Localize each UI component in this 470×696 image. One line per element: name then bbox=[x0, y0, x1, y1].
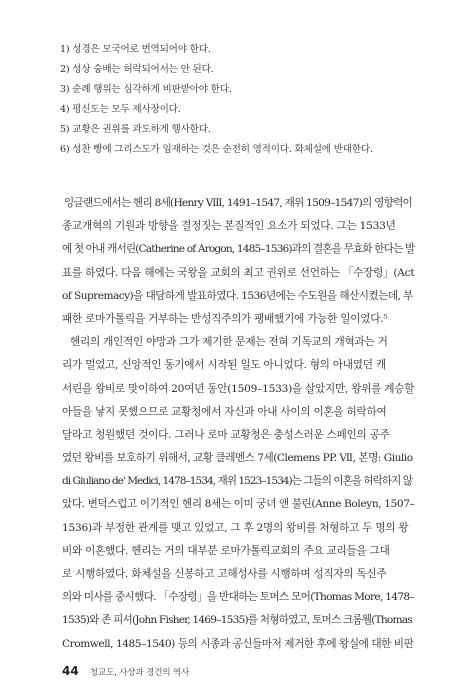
body-line: 였던 왕비를 보호하기 위해서, 교황 클레멘스 7세(Clemens PP. Ⅶ, 본명: Giulio bbox=[62, 452, 413, 465]
body-line: 종교개혁의 기원과 방향을 결정짓는 본질적인 요소가 되었다. 그는 1533년 bbox=[62, 220, 396, 233]
page-footer bbox=[62, 660, 189, 679]
list-item: 3) 순례 행위는 심각하게 비판받아야 한다. bbox=[60, 84, 232, 95]
body-line: Cromwell, 1485–1540) 등의 시종과 공신들마저 제거한 후에 왕실에 대한 비판 bbox=[62, 637, 414, 650]
body-line: 비와 이혼했다. 헨리는 거의 대부분 로마가톨릭교회의 주요 교리들을 그대 bbox=[62, 544, 390, 557]
body-text bbox=[62, 192, 415, 656]
body-line: 표를 하였다. 다음 해에는 국왕을 교회의 최고 권위로 선언하는 「수장령」(Act bbox=[62, 266, 415, 279]
list-item: 6) 성찬 빵에 그리스도가 임재하는 것은 순전히 영적이다. 화체설에 반대한다. bbox=[60, 144, 373, 155]
body-line: 에 첫 아내 캐서린(Catherine of Arogon, 1485–1536)과의 결혼을 무효화 한다는 발 bbox=[62, 243, 415, 256]
list-item: 1) 성경은 모국어로 번역되어야 한다. bbox=[60, 44, 211, 55]
page-number: 44 bbox=[62, 664, 79, 678]
body-line: 서린을 왕비로 맞이하여 20여년 동안(1509–1533)을 살았지만, 왕위를 계승할 bbox=[62, 382, 415, 395]
body-line: 아들을 낳지 못했으므로 교황청에서 자신과 아내 사이의 이혼을 허락하여 bbox=[62, 405, 387, 418]
body-line: 패한 로마가톨릭을 거부하는 반성직주의가 팽배했기에 가능한 일이었다.⁵ bbox=[62, 312, 388, 325]
body-line: 잉글랜드에서는 헨리 8세(Henry Ⅷ, 1491–1547, 재위 1509–1547)의 영향력이 bbox=[64, 197, 413, 209]
body-line: di Giuliano de' Medici, 1478–1534, 재위 1523–1534)는 그들의 이혼을 허락하지 않 bbox=[62, 475, 412, 488]
body-line: 달라고 청원했던 것이다. 그러나 로마 교황청은 충성스러운 스페인의 공주 bbox=[62, 428, 390, 441]
body-line: of Supremacy)을 대담하게 발표하였다. 1536년에는 수도원을 해산시켰는데, 부 bbox=[62, 289, 413, 302]
body-line: 로 시행하였다. 화체설을 신봉하고 고해성사를 시행하며 성직자의 독신주 bbox=[62, 568, 387, 580]
list-item: 4) 평신도는 모두 제사장이다. bbox=[60, 104, 181, 115]
body-line: 1535)와 존 피셔(John Fisher, 1469–1535)를 처형하였고, 토머스 크롬웰(Thomas bbox=[62, 614, 412, 627]
body-line: 리가 멀었고, 신앙적인 동기에서 시작된 일도 아니었다. 형의 아내였던 캐 bbox=[62, 359, 386, 372]
list-item: 5) 교황은 권위를 과도하게 행사한다. bbox=[60, 124, 211, 135]
body-line: 헨리의 개인적인 야망과 그가 제기한 문제는 전혀 기독교의 개혁과는 거 bbox=[70, 336, 388, 349]
running-title: 청교도, 사상과 경건의 역사 bbox=[89, 668, 190, 678]
body-line: 의와 미사를 중시했다. 「수장령」을 반대하는 토머스 모어(Thomas More, 1478– bbox=[62, 591, 415, 604]
numbered-list bbox=[60, 40, 460, 160]
list-item: 2) 성상 숭배는 허락되어서는 안 된다. bbox=[60, 64, 214, 75]
body-line: 1536)과 부정한 관계를 맺고 있었고, 그 후 2명의 왕비를 처형하고 두 명의 왕 bbox=[62, 521, 409, 534]
body-line: 았다. 변덕스럽고 이기적인 헨리 8세는 이미 궁녀 앤 불린(Anne Boleyn, 1507– bbox=[62, 498, 415, 511]
